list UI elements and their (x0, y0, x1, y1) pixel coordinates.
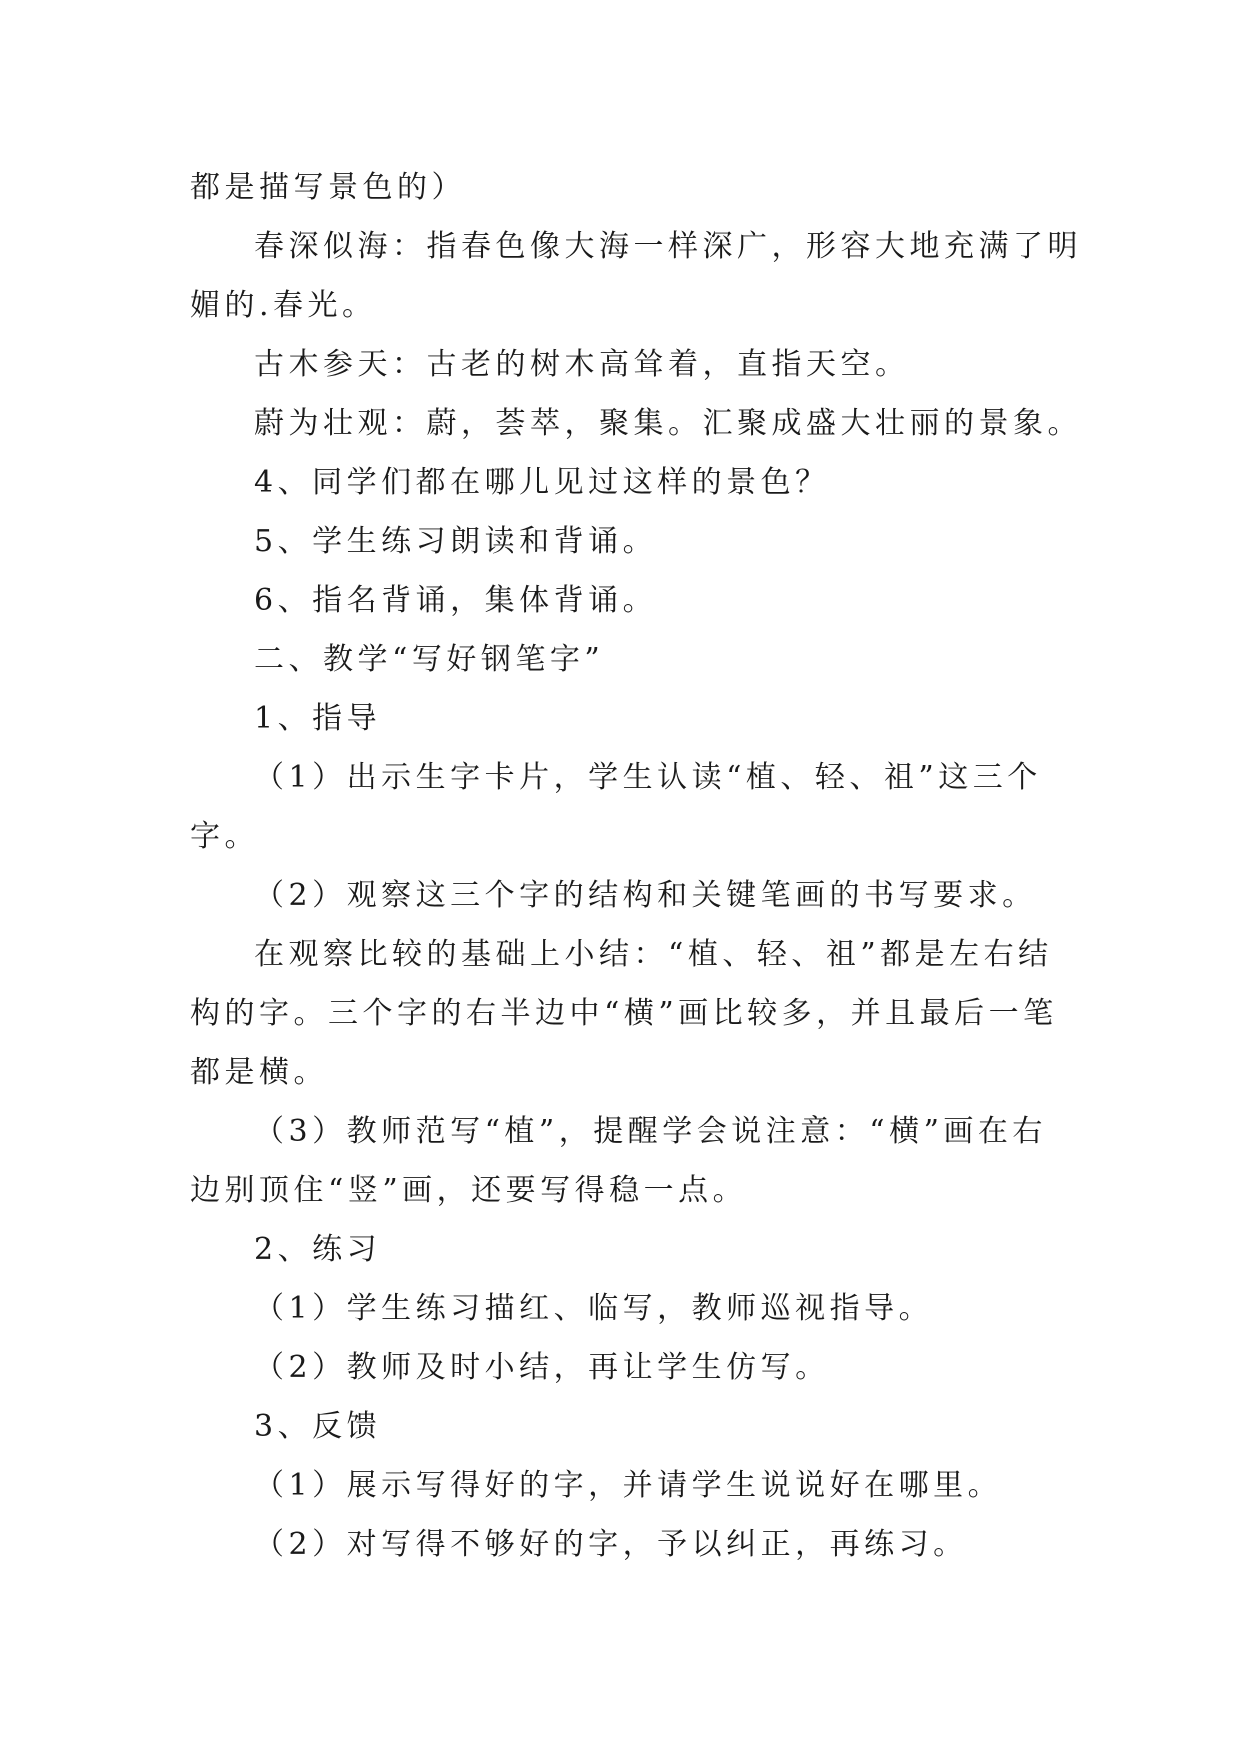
text-line: 古木参天：古老的树木高耸着，直指天空。 (254, 347, 910, 382)
text-line: 媚的.春光。 (190, 288, 377, 323)
text-line: 4、同学们都在哪儿见过这样的景色？ (254, 465, 830, 500)
subsection-heading: 1、指导 (254, 701, 382, 736)
text-line: 蔚为壮观：蔚，荟萃，聚集。汇聚成盛大壮丽的景象。 (254, 406, 1082, 441)
text-line: 边别顶住“竖”画，还要写得稳一点。 (190, 1173, 748, 1208)
text-line: （2）教师及时小结，再让学生仿写。 (254, 1350, 830, 1385)
subsection-heading: 2、练习 (254, 1232, 382, 1267)
document-body (190, 158, 1082, 1574)
text-line: （2）观察这三个字的结构和关键笔画的书写要求。 (254, 878, 1037, 913)
text-line: 在观察比较的基础上小结：“植、轻、祖”都是左右结 (254, 937, 1053, 972)
text-line: 都是描写景色的） (190, 170, 466, 205)
text-line: 6、指名背诵，集体背诵。 (254, 583, 658, 618)
text-line: 构的字。三个字的右半边中“横”画比较多，并且最后一笔 (190, 996, 1058, 1031)
text-line: 春深似海：指春色像大海一样深广，形容大地充满了明 (254, 229, 1082, 264)
text-line: （1）展示写得好的字，并请学生说说好在哪里。 (254, 1468, 1003, 1503)
section-heading: 二、教学“写好钢笔字” (254, 642, 605, 677)
text-line: 字。 (190, 819, 259, 854)
text-line: （1）学生练习描红、临写，教师巡视指导。 (254, 1291, 934, 1326)
text-line: （1）出示生字卡片，学生认读“植、轻、祖”这三个 (254, 760, 1042, 795)
text-line: （3）教师范写“植”，提醒学会说注意：“横”画在右 (254, 1114, 1047, 1149)
text-line: 都是横。 (190, 1055, 328, 1090)
text-line: 5、学生练习朗读和背诵。 (254, 524, 658, 559)
text-line: （2）对写得不够好的字，予以纠正，再练习。 (254, 1527, 968, 1562)
subsection-heading: 3、反馈 (254, 1409, 382, 1444)
